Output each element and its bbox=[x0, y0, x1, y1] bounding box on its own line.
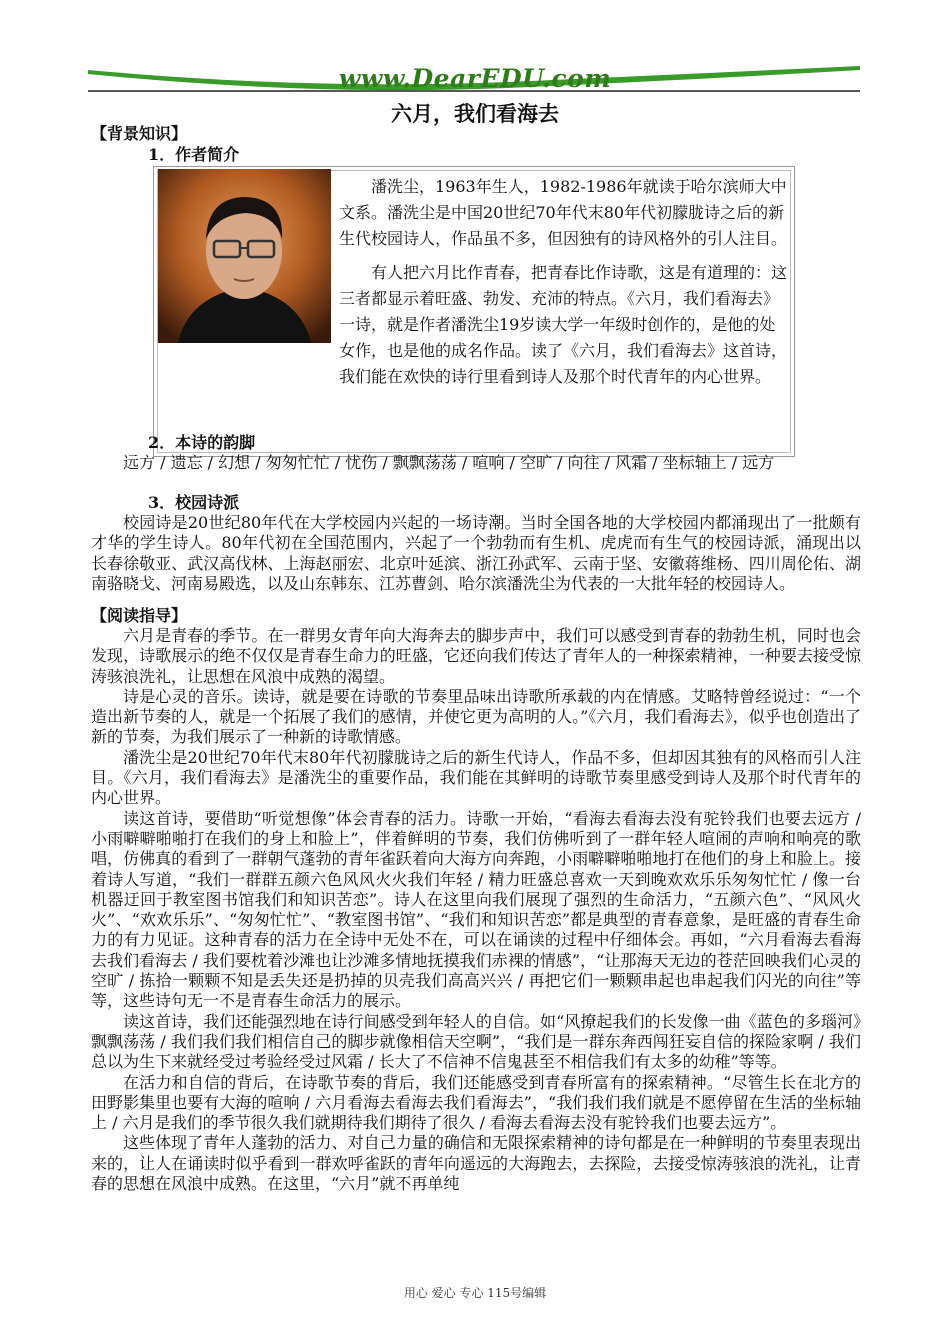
intro-paragraph-2: 有人把六月比作青春，把青春比作诗歌，这是有道理的：这三者都显示着旺盛、勃发、充沛的特点。《六月，我们看海去》一诗，就是作者潘洗尘19岁读大学一年级时创作的，是他的处女作，也是他的成名作品。读了《六月，我们看海去》这首诗，我们能在欢快的诗行里看到诗人及那个时代青年的内心世界。 bbox=[339, 263, 788, 386]
campus-text bbox=[91, 513, 861, 594]
site-logo: www.DearEDU.com bbox=[338, 64, 612, 93]
reading-guide-text bbox=[91, 626, 861, 1194]
rhyme-paragraph: 远方 / 遗忘 / 幻想 / 匆匆忙忙 / 忧伤 / 飘飘荡荡 / 喧响 / 空旷 / 向往 / 风霜 / 坐标轴上 / 远方 bbox=[123, 453, 775, 472]
section-heading-background: 【背景知识】 bbox=[91, 124, 188, 143]
subheading-author: 1．作者简介 bbox=[148, 145, 240, 164]
reading-paragraph: 读这首诗，我们还能强烈地在诗行间感受到年轻人的自信。如“风撩起我们的长发像一曲《蓝色的多瑙河》飘飘荡荡 / 我们我们我们相信自己的脚步就像相信天空啊”，“我们是一群东奔西闯狂妄自信的探险家啊 / 我们总以为生下来就经受过考验经受过风霜 / 长大了不信神不信鬼甚至不相信我们有太多的幼稚”等等。 bbox=[91, 1011, 861, 1072]
campus-paragraph: 校园诗是20世纪80年代在大学校园内兴起的一场诗潮。当时全国各地的大学校园内都涌现出了一批颇有才华的学生诗人。80年代初在全国范围内，兴起了一个勃勃而有生机、虎虎而有生气的校园诗派，涌现出以长春徐敬亚、武汉高伐林、上海赵丽宏、北京叶延滨、浙江孙武军、云南于坚、安徽蒋维杨、四川周伦佑、湖南骆晓戈、河南易殿选，以及山东韩东、江苏曹剑、哈尔滨潘洗尘为代表的一大批年轻的校园诗人。 bbox=[91, 513, 861, 593]
reading-paragraph: 潘洗尘是20世纪70年代末80年代初朦胧诗之后的新生代诗人，作品不多，但却因其独有的风格而引人注目。《六月，我们看海去》是潘洗尘的重要作品，我们能在其鲜明的诗歌节奏里感受到诗人及那个时代青年的内心世界。 bbox=[91, 747, 861, 808]
reading-paragraph: 读这首诗，要借助“听觉想像”体会青春的活力。诗歌一开始，“看海去看海去没有驼铃我们也要去远方 / 小雨噼噼啪啪打在我们的身上和脸上”，伴着鲜明的节奏，我们仿佛听到了一群年轻人喧闹的声响和响亮的歌唱，仿佛真的看到了一群朝气蓬勃的青年雀跃着向大海方向奔跑，小雨噼噼啪啪地打在他们的身上和脸上。接着诗人写道，“我们一群群五颜六色风风火火我们年轻 / 精力旺盛总喜欢一天到晚欢欢乐乐匆匆忙忙 / 像一台机器迂回于教室图书馆我们和知识苦恋”。诗人在这里向我们展现了强烈的生命活力，“五颜六色”、“风风火火”、“欢欢乐乐”、“匆匆忙忙”、“教室图书馆”、“我们和知识苦恋”都是典型的青春意象，是旺盛的青春生命力的有力见证。这种青春的活力在全诗中无处不在，可以在诵读的过程中仔细体会。再如，“六月看海去看海去我们看海去 / 我们要枕着沙滩也让沙滩多情地抚摸我们赤裸的情感”，“让那海天无边的苍茫回映我们心灵的空旷 / 拣拾一颗颗不知是丢失还是扔掉的贝壳我们高高兴兴 / 再把它们一颗颗串起也串起我们闪光的向往”等等，这些诗句无一不是青春生命活力的展示。 bbox=[91, 808, 861, 1011]
rhyme-text bbox=[91, 453, 861, 473]
subheading-rhyme: 2．本诗的韵脚 bbox=[148, 433, 256, 452]
reading-paragraph: 这些体现了青年人蓬勃的活力、对自己力量的确信和无限探索精神的诗句都是在一种鲜明的节奏里表现出来的，让人在诵读时似乎看到一群欢呼雀跃的青年向遥远的大海跑去，去探险，去接受惊涛骇浪的洗礼，让青春的思想在风浪中成熟。在这里，“六月”就不再单纯 bbox=[91, 1133, 861, 1194]
reading-paragraph: 在活力和自信的背后，在诗歌节奏的背后，我们还能感受到青春所富有的探索精神。“尽管生长在北方的田野影集里也要有大海的喧响 / 六月看海去看海去我们看海去”，“我们我们我们就是不愿停留在生活的坐标轴上 / 六月是我们的季节很久我们就期待我们期待了很久 / 看海去看海去没有驼铃我们也要去远方”。 bbox=[91, 1072, 861, 1133]
intro-paragraph-1: 潘洗尘，1963年生人，1982-1986年就读于哈尔滨师大中文系。潘洗尘是中国20世纪70年代末80年代初朦胧诗之后的新生代校园诗人，作品虽不多，但因独有的诗风格外的引人注目。 bbox=[339, 177, 788, 248]
page-title: 六月，我们看海去 bbox=[391, 101, 559, 126]
page-footer: 用心 爱心 专心 115号编辑 bbox=[403, 1286, 547, 1300]
author-photo bbox=[158, 169, 331, 343]
section-heading-reading: 【阅读指导】 bbox=[91, 606, 188, 625]
reading-paragraph: 六月是青春的季节。在一群男女青年向大海奔去的脚步声中，我们可以感受到青春的勃勃生机，同时也会发现，诗歌展示的绝不仅仅是青春生命力的旺盛，它还向我们传达了青年人的一种探索精神，一种要去接受惊涛骇浪洗礼，让思想在风浪中成熟的渴望。 bbox=[91, 626, 861, 686]
author-intro-text bbox=[339, 174, 789, 398]
reading-paragraph: 诗是心灵的音乐。读诗，就是要在诗歌的节奏里品味出诗歌所承载的内在情感。艾略特曾经说过：“一个造出新节奏的人，就是一个拓展了我们的感情，并使它更为高明的人。”《六月，我们看海去》，似乎也创造出了新的节奏，为我们展示了一种新的诗歌情感。 bbox=[91, 686, 861, 747]
subheading-campus: 3．校园诗派 bbox=[148, 493, 240, 512]
